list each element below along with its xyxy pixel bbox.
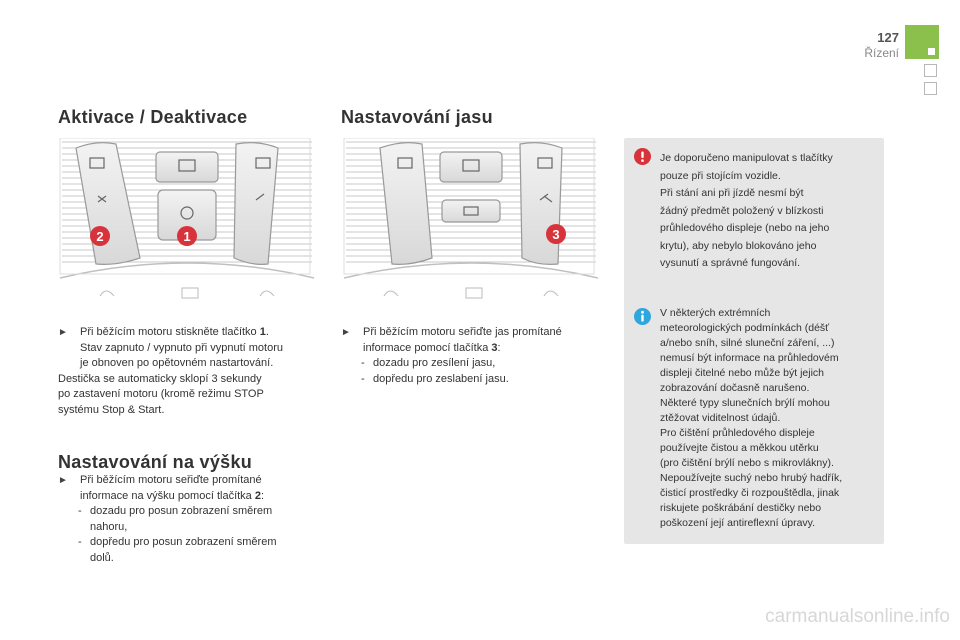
warning-note [624,138,884,300]
note-line: V některých extrémních [660,307,771,319]
control-panel-illustration-right [340,138,602,288]
dash-item: - dopředu pro zeslabení jasu. [361,372,509,385]
activation-text: ► Při běžícím motoru stiskněte tlačítko 1. Stav zapnuto / vypnuto při vypnutí motoru je obnoven po opětovném nastartování. Destička se automaticky sklopí 3 sekundy po zastavení motoru (kromě režimu STOP systému Stop & Start. [58,325,328,418]
info-text [660,306,876,531]
note-line: Při stání ani při jízdě nesmí být [660,187,804,199]
dash-item: - dopředu pro posun zobrazení směrem dolů. [78,536,277,564]
bullet-item: ► Při běžícím motoru seřiďte jas promítané informace pomocí tlačítka 3: [341,326,562,354]
note-line: Nepoužívejte suchý nebo hrubý hadřík, [660,472,843,484]
note-line: a/nebo sníh, silné sluneční záření, ...) [660,337,835,349]
info-icon [634,308,651,325]
section-heading-brightness: Nastavování jasu [341,107,493,127]
note-line: displeji čitelné nebo může být jejich [660,367,825,379]
note-line: pouze při stojícím vozidle. [660,169,781,182]
chapter-tab[interactable] [924,82,937,95]
note-line: Pro čištění průhledového displeje [660,427,815,439]
note-line: používejte čistou a měkkou utěrku [660,442,819,454]
note-line: (pro čištění brýlí nebo s mikrovlákny). [660,457,834,469]
note-line: ztěžovat viditelnost údajů. [660,412,781,424]
note-line: čisticí prostředky či rozpouštědla, jinak [660,487,840,499]
arrow-icon: ► [341,327,351,338]
square-icon [928,48,935,55]
chapter-tab[interactable] [924,64,937,77]
arrow-icon: ► [58,327,68,338]
watermark: carmanualsonline.info [765,606,950,627]
note-line: riskujete poškrábání destičky nebo [660,502,822,514]
warning-text [660,150,876,273]
control-panel-illustration-left [56,138,318,288]
warning-icon [634,148,651,165]
note-line: průhledového displeje (nebo na jeho [660,222,830,234]
dash-item: - dozadu pro posun zobrazení směrem nahoru, [78,505,273,533]
section-heading-height: Nastavování na výšku [58,452,253,472]
note-line: poškození její antireflexní úpravy. [660,517,816,529]
dash-item: - dozadu pro zesílení jasu, [361,357,496,369]
note-line: Je doporučeno manipulovat s tlačítky [660,152,833,164]
note-line: Některé typy slunečních brýlí mohou [660,397,830,409]
section-heading-activation: Aktivace / Deaktivace [58,107,248,127]
note-line: krytu), aby nebylo blokováno jeho [660,239,817,252]
chapter-tab-active[interactable] [905,25,939,59]
marker-label: 3 [552,227,560,242]
bullet-item: ► Při běžícím motoru stiskněte tlačítko 1. Stav zapnuto / vypnuto při vypnutí motoru je obnoven po opětovném nastartování. [58,326,284,369]
brightness-text [341,325,611,387]
note-line: vysunutí a správné fungování. [660,257,801,269]
note-line: žádný předmět položený v blízkosti [660,204,824,217]
bullet-item: ► Při běžícím motoru seřiďte promítané informace na výšku pomocí tlačítka 2: [58,474,265,502]
note-line: nemusí být informace na průhledovém [660,352,839,364]
info-note [624,298,884,544]
height-text [58,473,328,566]
note-line: meteorologických podmínkách (déšť [660,322,830,334]
marker-label: 2 [96,229,104,244]
section-title: Řízení [864,46,899,60]
page-number: 127 [877,30,899,45]
note-line: zobrazování dočasně narušeno. [660,382,810,394]
arrow-icon: ► [58,475,68,486]
marker-label: 1 [183,229,191,244]
